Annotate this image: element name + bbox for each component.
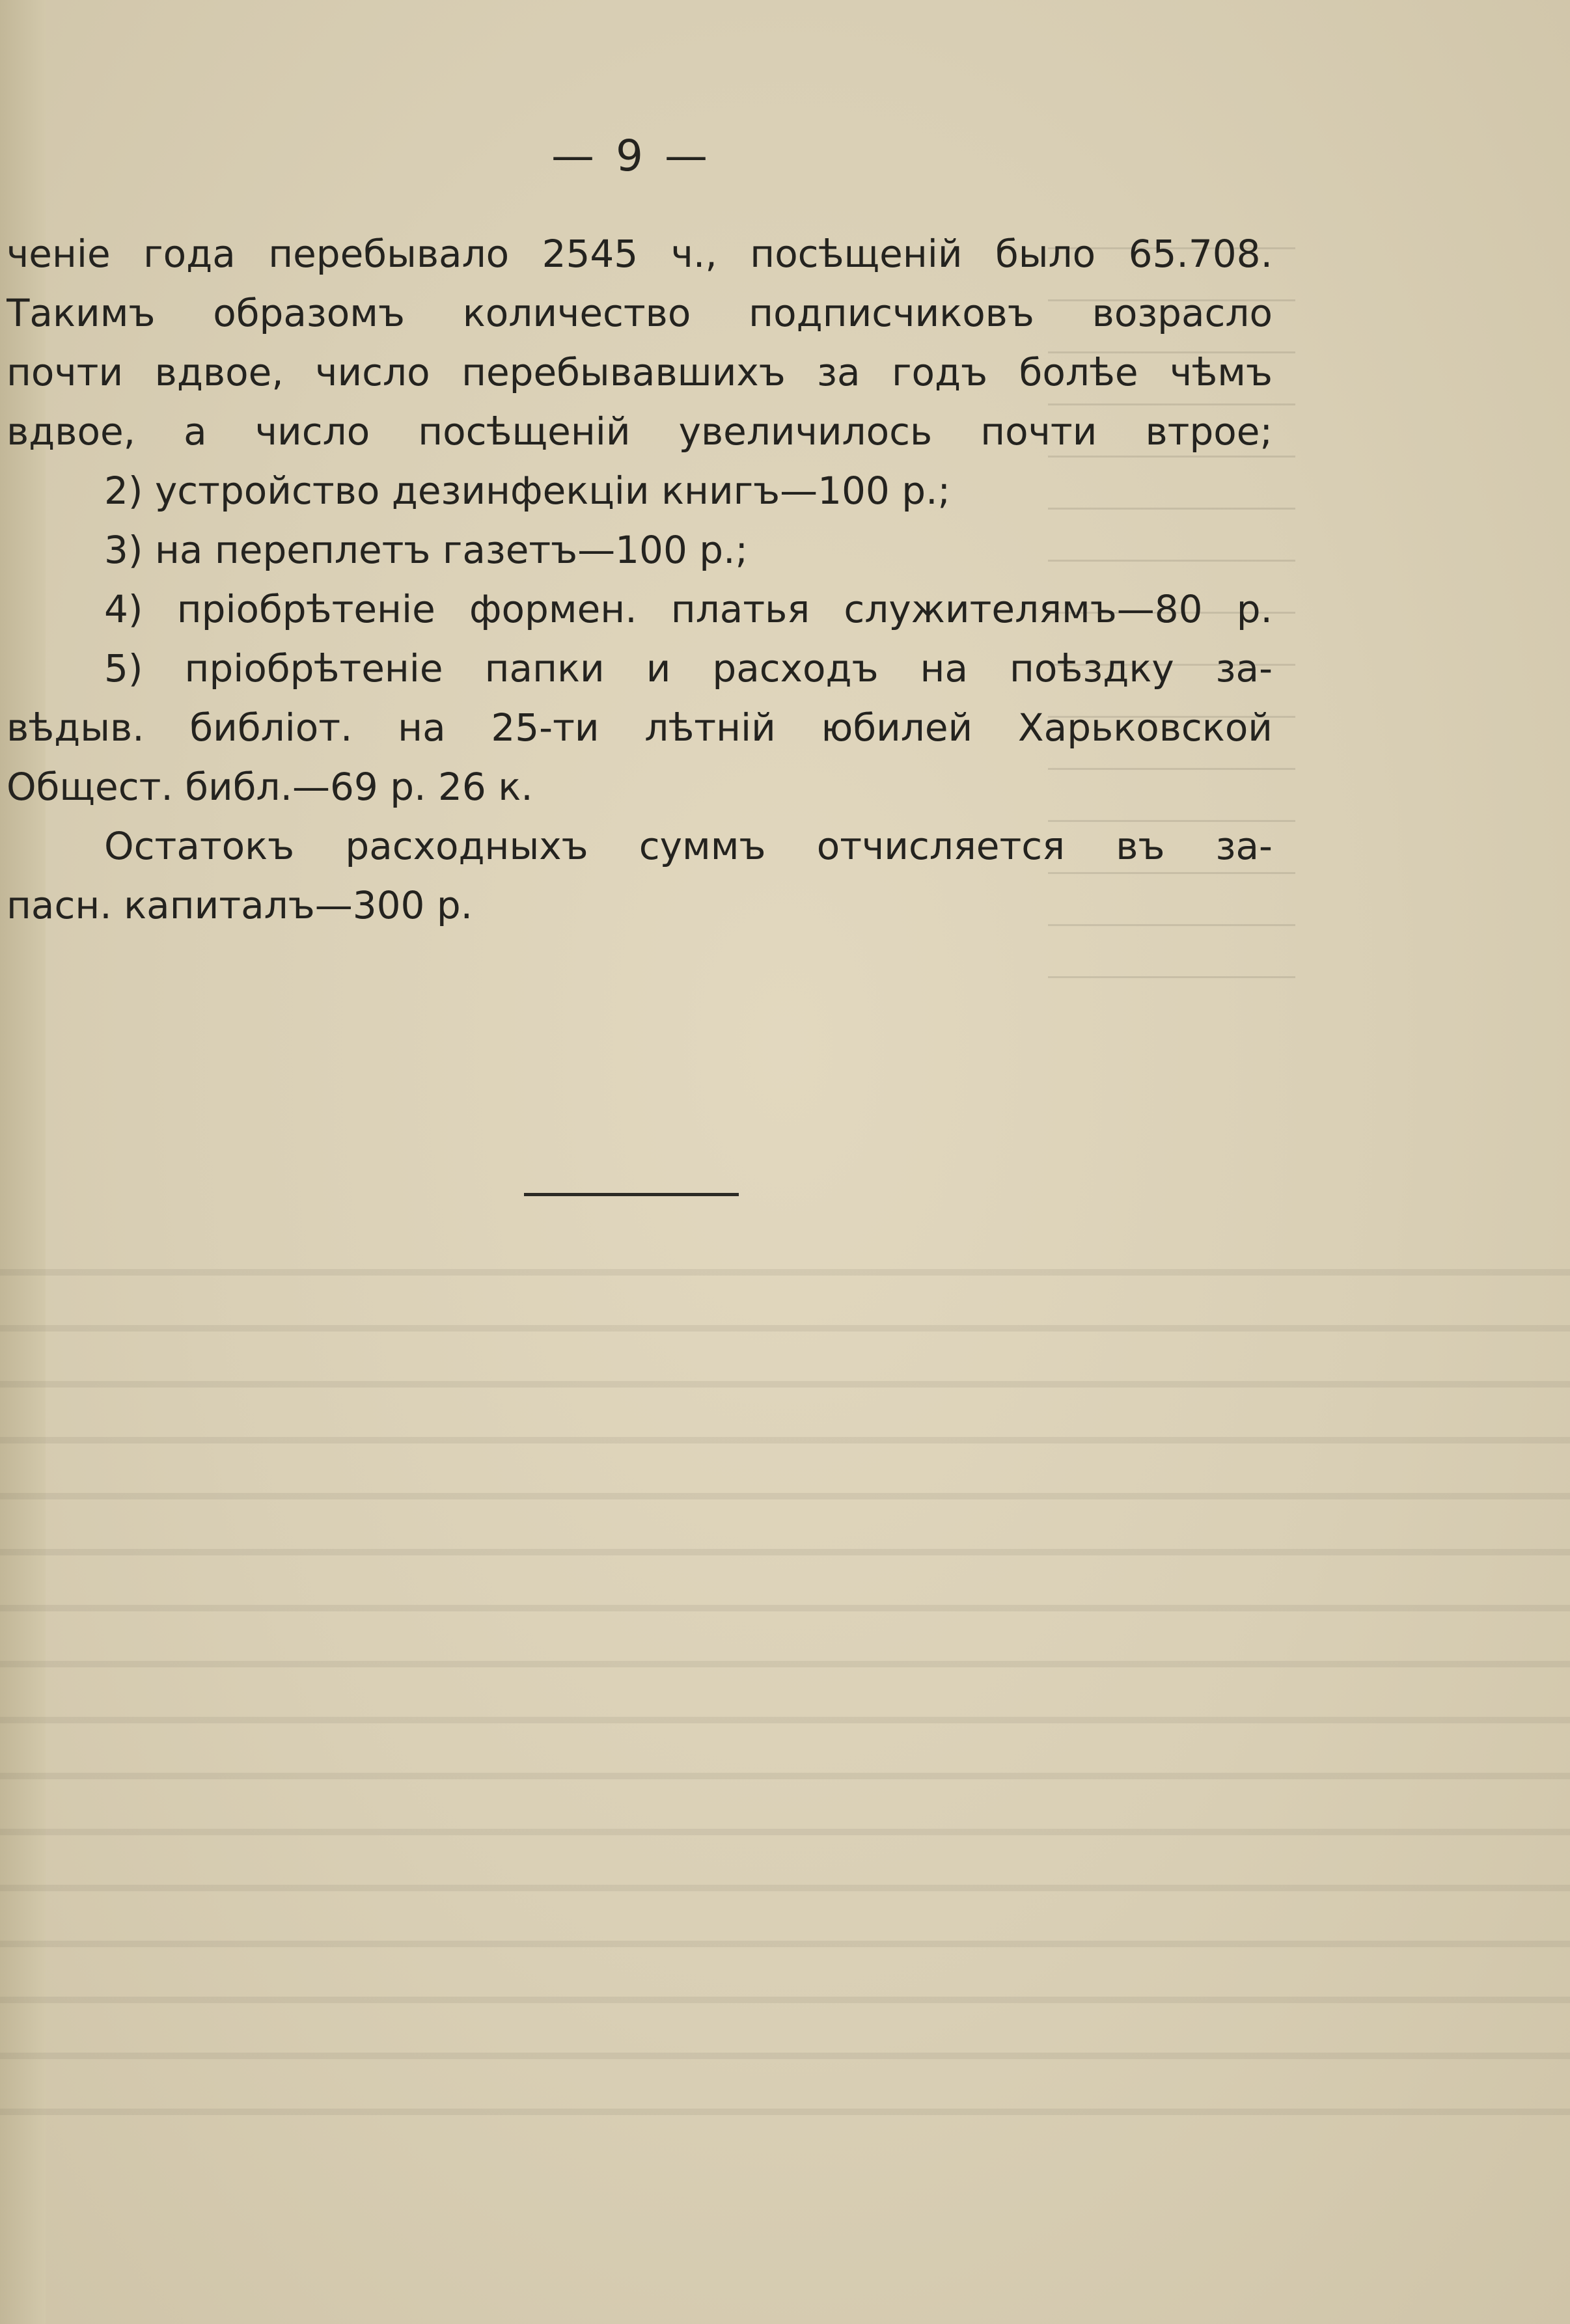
text-line: Такимъ образомъ количество подписчиковъ возрасло: [7, 291, 1273, 335]
bleed-through-text: [0, 1237, 1570, 2161]
text-line: ченіе года перебывало 2545 ч., посѣщеній было 65.708.: [7, 232, 1273, 276]
section-divider: [524, 1193, 739, 1196]
text-line: 3) на переплетъ газетъ—100 р.;: [104, 528, 749, 572]
page-number: — 9 —: [551, 131, 711, 181]
text-line: вѣдыв. библіот. на 25-ти лѣтній юбилей Харьковской: [7, 705, 1273, 750]
text-line: Остатокъ расходныхъ суммъ отчисляется въ за-: [104, 824, 1273, 868]
text-line: пасн. капиталъ—300 р.: [7, 883, 473, 927]
text-line: Общест. библ.—69 р. 26 к.: [7, 765, 533, 809]
text-line: 4) пріобрѣтеніе формен. платья служителямъ—80 р.: [104, 587, 1273, 631]
text-line: 2) устройство дезинфекціи книгъ—100 р.;: [104, 469, 951, 513]
text-line: вдвое, а число посѣщеній увеличилось почти втрое;: [7, 409, 1273, 454]
text-line: 5) пріобрѣтеніе папки и расходъ на поѣздку за-: [104, 646, 1273, 690]
text-line: почти вдвое, число перебывавшихъ за годъ болѣе чѣмъ: [7, 350, 1273, 394]
body-text: [7, 225, 1273, 935]
